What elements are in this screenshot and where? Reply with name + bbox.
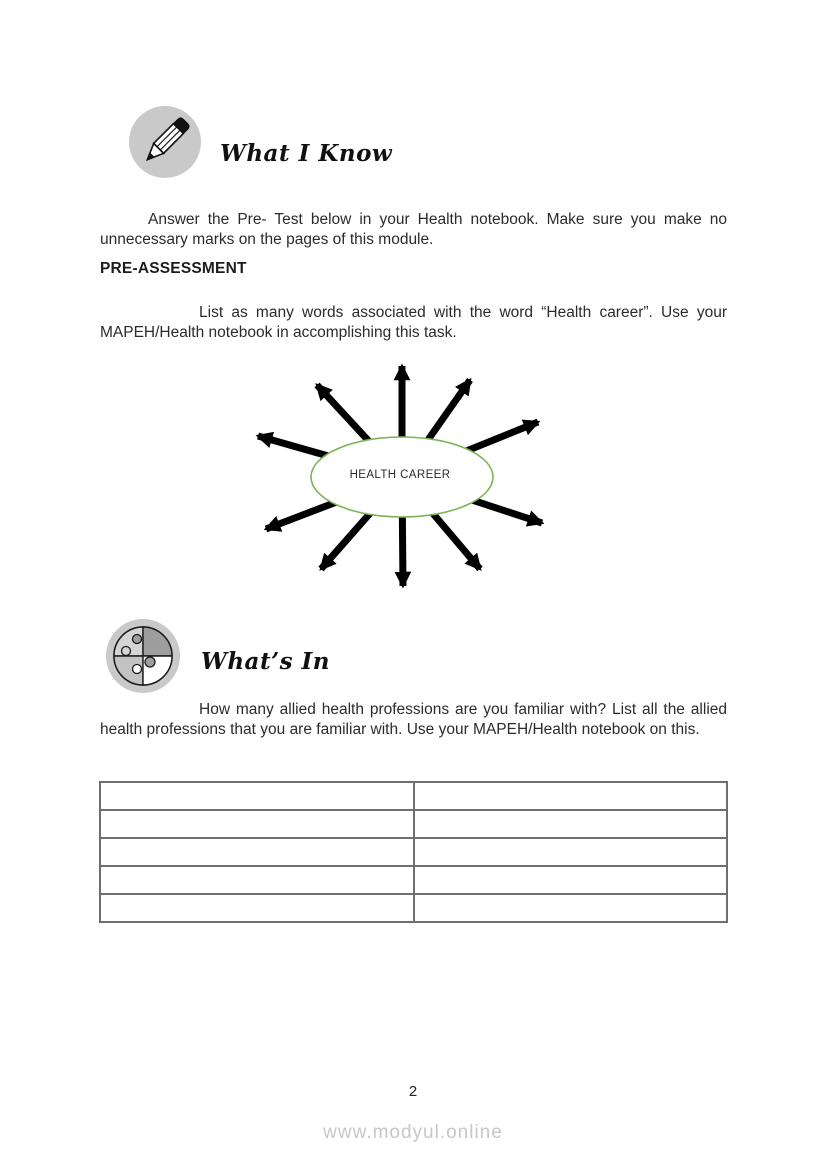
table-row	[100, 866, 727, 894]
table-cell	[414, 810, 728, 838]
page-number: 2	[408, 1083, 418, 1100]
health-career-diagram	[230, 352, 590, 605]
pencil-icon	[127, 104, 203, 185]
table-row	[100, 782, 727, 810]
section-title-what-i-know: What I Know	[220, 140, 393, 167]
table-cell	[414, 782, 728, 810]
table-cell	[100, 894, 414, 922]
table-cell	[414, 866, 728, 894]
table-cell	[100, 782, 414, 810]
section-title-whats-in: What’s In	[201, 648, 331, 675]
table-row	[100, 810, 727, 838]
watermark: www.modyul.online	[323, 1122, 503, 1143]
table-cell	[100, 810, 414, 838]
answer-table	[99, 781, 728, 923]
puzzle-icon	[104, 617, 182, 700]
table-cell	[414, 894, 728, 922]
diagram-center-label: HEALTH CAREER	[349, 469, 451, 481]
table-row	[100, 838, 727, 866]
table-cell	[414, 838, 728, 866]
pre-assessment-instructions: List as many words associated with the word “Health career”. Use your MAPEH/Health notebook in accomplishing this task.	[100, 304, 727, 341]
pre-assessment-heading: PRE-ASSESSMENT	[100, 260, 247, 277]
table-cell	[100, 866, 414, 894]
intro-paragraph: Answer the Pre- Test below in your Health notebook. Make sure you make no unnecessary marks on the pages of this module.	[100, 211, 727, 248]
whats-in-instructions: How many allied health professions are you familiar with? List all the allied health professions that you are familiar with. Use your MAPEH/Health notebook on this.	[100, 701, 727, 738]
table-cell	[100, 838, 414, 866]
table-row	[100, 894, 727, 922]
